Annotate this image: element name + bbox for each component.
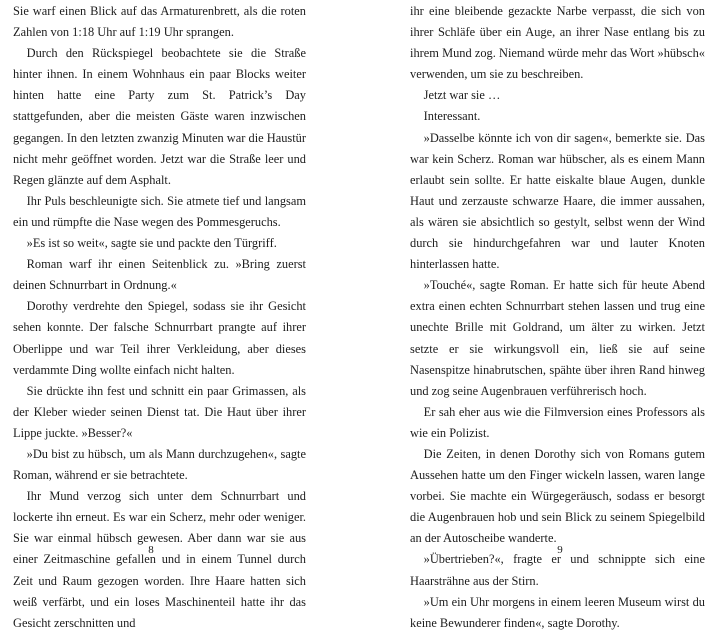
paragraph: Die Zeiten, in denen Dorothy sich von Romans gutem Aussehen hatte um den Finger wickeln lassen, waren lange vorbei. Sie machte ein Würgegeräusch, sodass er besorgt die Augenbrauen hob und sein Blick zu seinem Spiegelbild an der Autoscheibe wanderte.: [410, 446, 705, 546]
paragraph: »Du bist zu hübsch, um als Mann durchzugehen«, sagte Roman, während er sie betrachtete.: [13, 446, 306, 483]
paragraph: »Dasselbe könnte ich von dir sagen«, bemerkte sie. Das war kein Scherz. Roman war hübscher, als es einem Mann erlaubt sein sollte. Er hatte eiskalte blaue Augen, dunkle Haut und zerzauste schwarze Haare, die immer aussahen, als wären sie absichtlich so gestylt, selbst wenn der Wind durch sie hindurchgefahren war und lauter Knoten hinterlassen hatte.: [410, 130, 705, 272]
paragraph: »Es ist so weit«, sagte sie und packte den Türgriff.: [26, 236, 277, 251]
paragraph: Sie drückte ihn fest und schnitt ein paar Grimassen, als der Kleber wieder seinen Dienst tat. Die Haut über ihrer Lippe juckte. »Besser?«: [13, 383, 306, 440]
page-number-left: 8: [148, 544, 154, 556]
paragraph: Durch den Rückspiegel beobachtete sie die Straße hinter ihnen. In einem Wohnhaus ein paar Blocks weiter hinten hatte eine Party zum St. Patrick’s Day stattgefunden, aber die meisten Gäste waren inzwischen gegangen. In den letzten zwanzig Minuten war die Haustür nicht mehr geöffnet worden. Jetzt war die Straße leer und Regen glänzte auf dem Asphalt.: [13, 46, 306, 187]
paragraph: Sie warf einen Blick auf das Armaturenbrett, als die roten Zahlen von 1:18 Uhr auf 1:19 Uhr sprangen.: [13, 4, 306, 40]
paragraph: »Übertrieben?«, fragte er und schnippte sich eine Haarsträhne aus der Stirn.: [410, 552, 705, 588]
paragraph: Roman warf ihr einen Seitenblick zu. »Bring zuerst deinen Schnurrbart in Ordnung.«: [13, 257, 306, 293]
paragraph: Interessant.: [423, 109, 481, 124]
left-page: [0, 0, 360, 630]
paragraph: Jetzt war sie …: [423, 88, 501, 103]
paragraph: Dorothy verdrehte den Spiegel, sodass sie ihr Gesicht sehen konnte. Der falsche Schnurrbart prangte auf ihrer Oberlippe und war Teil ihrer Verkleidung, aber dieses verdammte Ding wollte einfach nicht halten.: [13, 299, 306, 377]
paragraph: ihr eine bleibende gezackte Narbe verpasst, die sich von ihrer Schläfe über ein Auge, an ihrer Nase entlang bis zu ihrem Mund zog. Niemand würde mehr das Wort »hübsch« verwenden, um sie zu beschreiben.: [410, 4, 705, 82]
paragraph: Ihr Mund verzog sich unter dem Schnurrbart und lockerte ihn erneut. Es war ein Scherz, mehr oder weniger. Sie war einmal hübsch gewesen. Aber dann war sie aus einer Zeitmaschine gefallen und in einem Tunnel durch Zeit und Raum gezogen worden. Ihre Haare hatten sich weiß verfärbt, und ein loses Maschinenteil hatte ihr das Gesicht zerschnitten und: [13, 489, 306, 630]
paragraph: »Touché«, sagte Roman. Er hatte sich für heute Abend extra einen echten Schnurrbart stehen lassen und trug eine unechte Brille mit Goldrand, um älter zu wirken. Jetzt setzte er sie wirkungsvoll ein, ließ sie auf seine Nasenspitze hinabrutschen, spähte über ihren Rand hinweg und zog seine Augenbrauen verführerisch hoch.: [410, 278, 705, 398]
right-page: [360, 0, 720, 630]
paragraph: Er sah eher aus wie die Filmversion eines Professors als wie ein Polizist.: [410, 404, 705, 440]
page-number-right: 9: [557, 544, 563, 556]
left-page-text: [13, 1, 306, 634]
right-page-text: [410, 1, 705, 634]
paragraph: Ihr Puls beschleunigte sich. Sie atmete tief und langsam ein und rümpfte die Nase wegen des Pommesgeruchs.: [13, 193, 306, 229]
paragraph: »Um ein Uhr morgens in einem leeren Museum wirst du keine Bewunderer finden«, sagte Dorothy.: [410, 594, 705, 630]
